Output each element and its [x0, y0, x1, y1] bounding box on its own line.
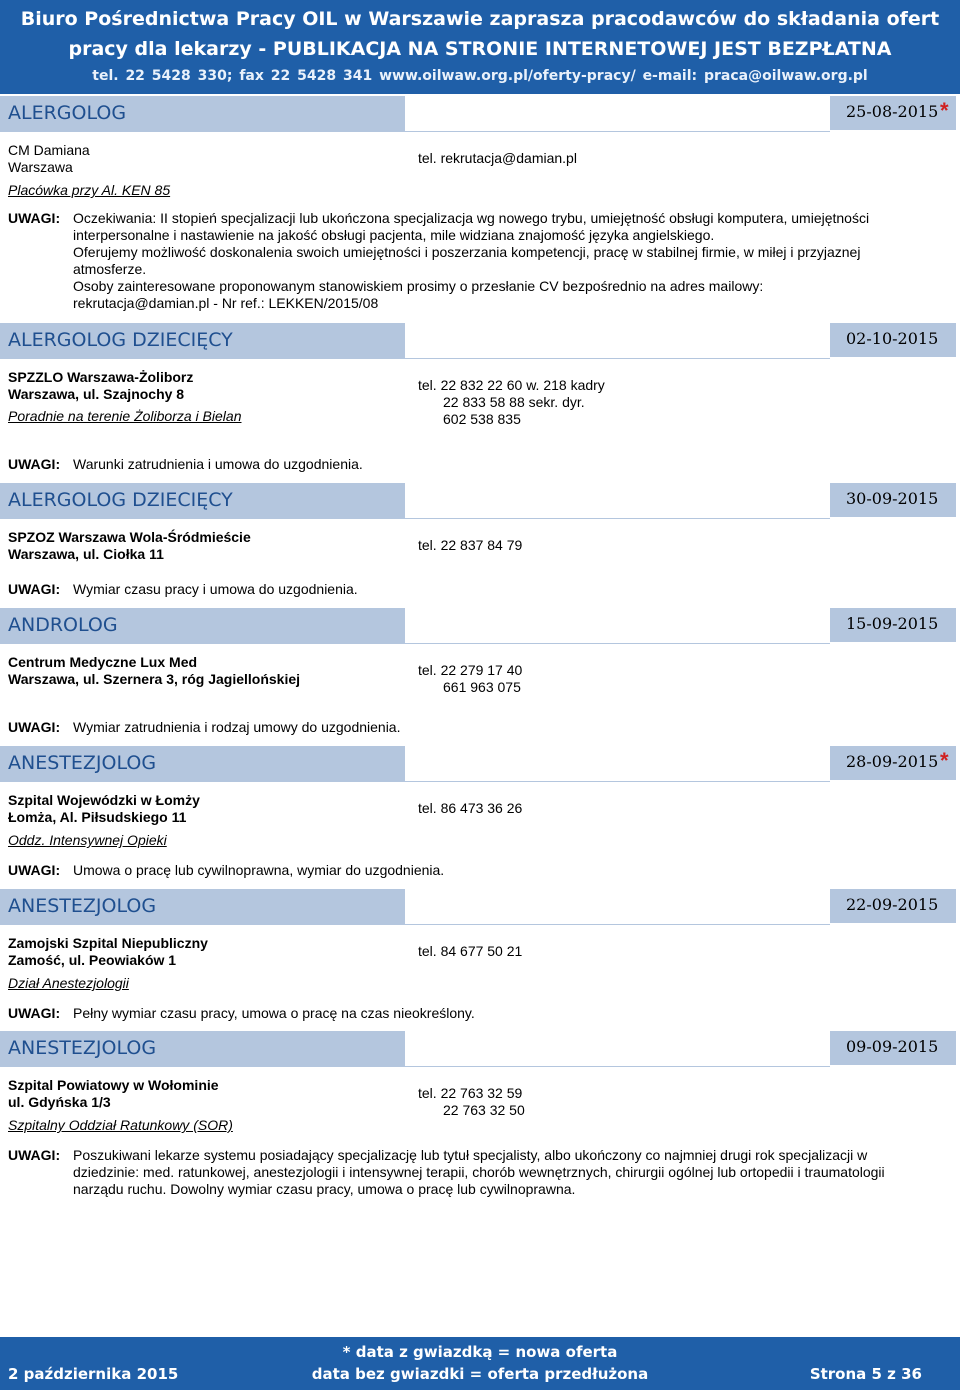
divider: [405, 643, 830, 644]
note-line: narządu ruchu. Dowolny wymiar czasu pracy, umowa o pracę lub cywilnoprawna.: [73, 1181, 576, 1197]
contact-line: tel. 22 763 32 59: [418, 1085, 523, 1101]
employer-address: Warszawa: [8, 159, 73, 175]
note-line: dziedzinie: med. ratunkowej, anestezjologii i intensywnej terapii, chorób wewnętrznych, chirurgii ogólnej lub ortopedii i traumatologii: [73, 1164, 885, 1180]
offer-notes: [73, 456, 933, 473]
uwagi-label: UWAGI:: [8, 862, 61, 878]
note-line: Pełny wymiar czasu pracy, umowa o pracę na czas nieokreślony.: [73, 1005, 475, 1021]
note-line: rekrutacja@damian.pl - Nr ref.: LEKKEN/2015/08: [73, 295, 379, 311]
offer-notes: [73, 719, 933, 736]
offer-date-box: [830, 608, 956, 642]
employer-name: Zamojski Szpital Niepubliczny: [8, 935, 208, 951]
employer-name: SPZOZ Warszawa Wola-Śródmieście: [8, 529, 251, 545]
note-line: Warunki zatrudnienia i umowa do uzgodnienia.: [73, 456, 363, 472]
employer-name: Szpital Powiatowy w Wołominie: [8, 1077, 219, 1093]
employer-name: CM Damiana: [8, 142, 90, 158]
uwagi-label: UWAGI:: [8, 1147, 61, 1163]
employer-address: Zamość, ul. Peowiaków 1: [8, 952, 177, 968]
offer-date-box: [830, 889, 956, 923]
employer-address: Warszawa, ul. Szajnochy 8: [8, 386, 185, 402]
uwagi-label: UWAGI:: [8, 456, 61, 472]
offer-title-bar: [0, 483, 405, 519]
contact-line: tel. 22 832 22 60 w. 218 kadry: [418, 377, 605, 393]
contact-line: 602 538 835: [443, 411, 521, 427]
note-line: Oczekiwania: II stopień specjalizacji lub ukończona specjalizacja wg nowego trybu, umiejętność obsługi komputera, umiejętności: [73, 210, 870, 226]
divider: [405, 358, 830, 359]
uwagi-label: UWAGI:: [8, 719, 61, 735]
employer-name: SPZZLO Warszawa-Żoliborz: [8, 369, 194, 385]
divider: [405, 781, 830, 782]
offer-notes: [73, 1147, 933, 1198]
divider: [405, 518, 830, 519]
offer-title: ALERGOLOG DZIECIĘCY: [8, 489, 233, 511]
contact-line: tel. 84 677 50 21: [418, 943, 523, 959]
offer-date: 25-08-2015: [846, 102, 939, 121]
note-line: interpersonalne i nastawienie na jakość obsługi pacjenta, mile widziana znajomość języka angielskiego.: [73, 227, 715, 243]
offer-date-box: [830, 746, 956, 780]
contact-line: tel. 22 837 84 79: [418, 537, 523, 553]
offer-date: 22-09-2015: [846, 895, 939, 914]
note-line: Oferujemy możliwość doskonalenia swoich umiejętności i poszerzania kompetencji, pracę w stabilnej firmie, w miłej i przyjaznej: [73, 244, 861, 260]
offer-date: 30-09-2015: [846, 489, 939, 508]
divider: [405, 924, 830, 925]
employer-unit: Dział Anestezjologii: [8, 975, 129, 991]
uwagi-label: UWAGI:: [8, 1005, 61, 1021]
offer-date-box: [830, 96, 956, 130]
offer-date: 28-09-2015: [846, 752, 939, 771]
note-line: Poszukiwani lekarze systemu posiadający specjalizację lub tytuł specjalisty, albo ukończony co najmniej drugi rok specjalizacji w: [73, 1147, 868, 1163]
contact-line: tel. rekrutacja@damian.pl: [418, 150, 577, 166]
footer-bar: [0, 1337, 960, 1390]
page-number: Strona 5 z 36: [809, 1365, 922, 1383]
footer-date: 2 października 2015: [8, 1365, 179, 1383]
offer-notes: [73, 210, 933, 312]
note-line: Wymiar czasu pracy i umowa do uzgodnienia.: [73, 581, 358, 597]
contact-line: 22 763 32 50: [443, 1102, 525, 1118]
offer-title-bar: [0, 608, 405, 644]
new-offer-star-icon: *: [940, 98, 949, 123]
offer-title: ANESTEZJOLOG: [8, 1037, 157, 1059]
offer-notes: [73, 581, 933, 598]
note-line: Wymiar zatrudnienia i rodzaj umowy do uzgodnienia.: [73, 719, 401, 735]
header-banner: [0, 0, 960, 94]
offer-title-bar: [0, 1031, 405, 1067]
employer-address: Łomża, Al. Piłsudskiego 11: [8, 809, 187, 825]
divider: [405, 131, 830, 132]
employer-unit: Szpitalny Oddział Ratunkowy (SOR): [8, 1117, 233, 1133]
employer-address: Warszawa, ul. Ciołka 11: [8, 546, 164, 562]
note-line: Umowa o pracę lub cywilnoprawna, wymiar do uzgodnienia.: [73, 862, 445, 878]
contact-line: tel. 86 473 36 26: [418, 800, 523, 816]
offer-title-bar: [0, 889, 405, 925]
header-line-1: Biuro Pośrednictwa Pracy OIL w Warszawie zaprasza pracodawców do składania ofert: [20, 8, 940, 30]
offer-title: ALERGOLOG DZIECIĘCY: [8, 329, 233, 351]
new-offer-star-icon: *: [940, 748, 949, 773]
offer-title: ANESTEZJOLOG: [8, 752, 157, 774]
header-contact-line: tel. 22 5428 330; fax 22 5428 341 www.oilwaw.org.pl/oferty-pracy/ e-mail: praca@oilwaw.org.pl: [92, 68, 868, 84]
offer-date-box: [830, 483, 956, 517]
offer-date-box: [830, 323, 956, 357]
employer-unit: Poradnie na terenie Żoliborza i Bielan: [8, 408, 242, 424]
employer-name: Szpital Wojewódzki w Łomży: [8, 792, 200, 808]
offer-notes: [73, 1005, 933, 1022]
offer-date: 02-10-2015: [846, 329, 939, 348]
header-line-2: pracy dla lekarzy - PUBLIKACJA NA STRONIE INTERNETOWEJ JEST BEZPŁATNA: [68, 38, 892, 60]
contact-line: tel. 22 279 17 40: [418, 662, 523, 678]
uwagi-label: UWAGI:: [8, 581, 61, 597]
offer-title-bar: [0, 96, 405, 132]
offer-date-box: [830, 1031, 956, 1065]
offer-date: 15-09-2015: [846, 614, 939, 633]
offer-title-bar: [0, 323, 405, 359]
offer-date: 09-09-2015: [846, 1037, 939, 1056]
offer-title: ALERGOLOG: [8, 102, 127, 124]
employer-unit: Placówka przy Al. KEN 85: [8, 182, 171, 198]
footer-legend-new: * data z gwiazdką = nowa oferta: [342, 1343, 618, 1361]
offer-title: ANDROLOG: [8, 614, 118, 636]
employer-address: ul. Gdyńska 1/3: [8, 1094, 111, 1110]
offer-notes: [73, 862, 933, 879]
offer-title-bar: [0, 746, 405, 782]
contact-line: 22 833 58 88 sekr. dyr.: [443, 394, 585, 410]
divider: [405, 1066, 830, 1067]
employer-name: Centrum Medyczne Lux Med: [8, 654, 198, 670]
offer-title: ANESTEZJOLOG: [8, 895, 157, 917]
footer-legend-extended: data bez gwiazdki = oferta przedłużona: [311, 1365, 649, 1383]
uwagi-label: UWAGI:: [8, 210, 61, 226]
contact-line: 661 963 075: [443, 679, 521, 695]
employer-unit: Oddz. Intensywnej Opieki: [8, 832, 167, 848]
note-line: Osoby zainteresowane proponowanym stanowiskiem prosimy o przesłanie CV bezpośrednio na adres mailowy:: [73, 278, 764, 294]
note-line: atmosferze.: [73, 261, 147, 277]
employer-address: Warszawa, ul. Szernera 3, róg Jagiellońskiej: [8, 671, 301, 687]
